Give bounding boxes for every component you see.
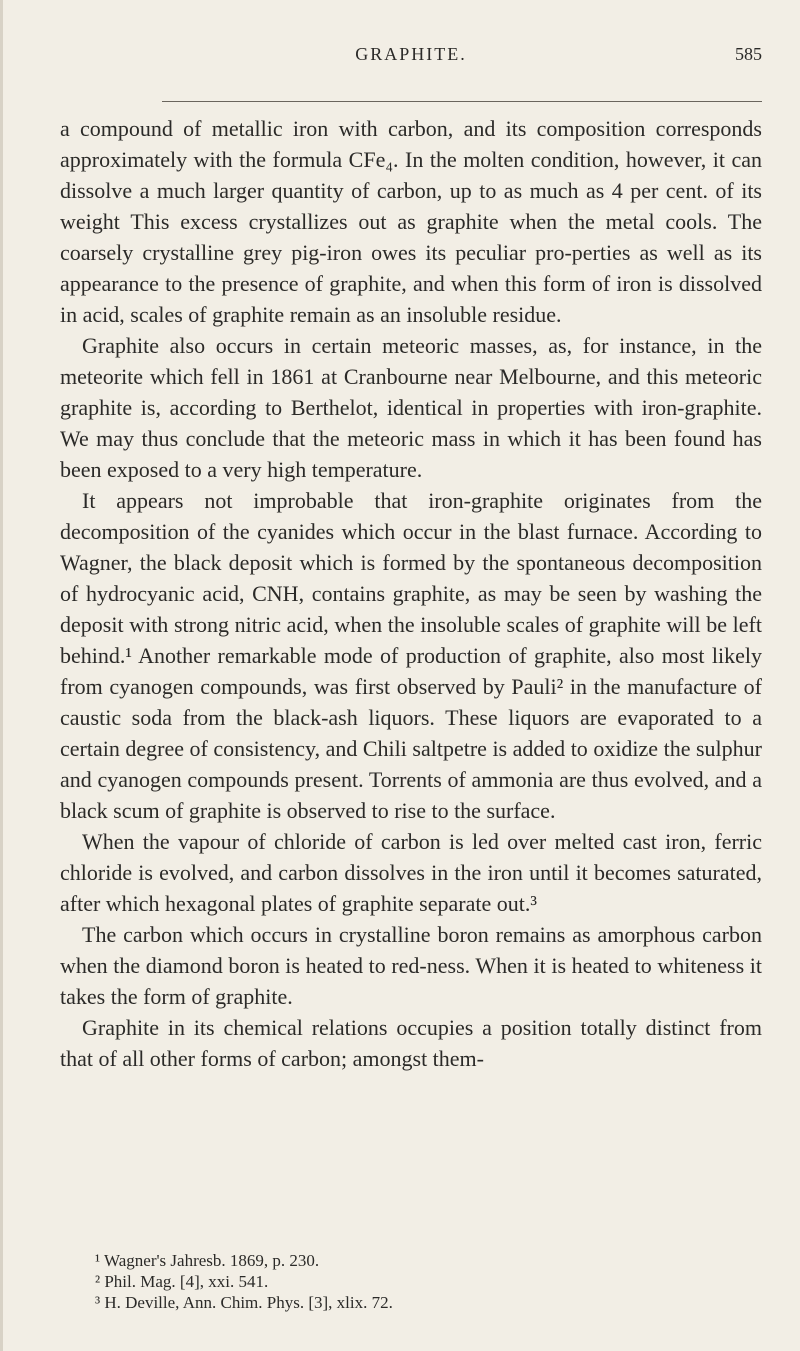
paragraph: When the vapour of chloride of carbon is led over melted cast iron, ferric chloride is evolved, and carbon dissolves in the iron until it becomes saturated, after which hexagonal plates of graphite separate out.³ bbox=[60, 829, 762, 916]
page-header bbox=[60, 44, 762, 74]
paragraph: Graphite in its chemical relations occupies a position totally distinct from that of all other forms of carbon; amongst them- bbox=[60, 1015, 762, 1071]
paragraph: The carbon which occurs in crystalline boron remains as amorphous carbon when the diamond boron is heated to red-ness. When it is heated to whiteness it takes the form of graphite. bbox=[60, 922, 762, 1009]
body-text bbox=[60, 113, 762, 1074]
page-edge-shadow bbox=[0, 0, 3, 1351]
footnote: ³ H. Deville, Ann. Chim. Phys. [3], xlix. 72. bbox=[95, 1293, 393, 1312]
paragraph: It appears not improbable that iron-graphite originates from the decomposition of the cyanides which occur in the blast furnace. According to Wagner, the black deposit which is formed by the spontaneous decomposition of hydrocyanic acid, CNH, contains graphite, as may be seen by washing the deposit with strong nitric acid, when the insoluble scales of graphite will be left behind.¹ Another remarkable mode of production of graphite, also most likely from cyanogen compounds, was first observed by Pauli² in the manufacture of caustic soda from the black-ash liquors. These liquors are evaporated to a certain degree of consistency, and Chili saltpetre is added to oxidize the sulphur and cyanogen compounds present. Torrents of ammonia are thus evolved, and a black scum of graphite is observed to rise to the surface. bbox=[60, 488, 762, 823]
paragraph: a compound of metallic iron with carbon, and its composition corresponds approximately with the formula CFe₄. In the molten condition, however, it can dissolve a much larger quantity of carbon, up to as much as 4 per cent. of its weight This excess crystallizes out as graphite when the metal cools. The coarsely crystalline grey pig-iron owes its peculiar pro-perties as well as its appearance to the presence of graphite, and when this form of iron is dissolved in acid, scales of graphite remain as an insoluble residue. bbox=[60, 116, 762, 327]
header-rule bbox=[162, 101, 762, 102]
paragraph: Graphite also occurs in certain meteoric masses, as, for instance, in the meteorite which fell in 1861 at Cranbourne near Melbourne, and this meteoric graphite is, according to Berthelot, identical in properties with iron-graphite. We may thus conclude that the meteoric mass in which it has been found has been exposed to a very high temperature. bbox=[60, 333, 762, 482]
footnotes bbox=[60, 1250, 762, 1313]
footnote: ¹ Wagner's Jahresb. 1869, p. 230. bbox=[95, 1251, 320, 1270]
running-title: GRAPHITE. bbox=[355, 44, 467, 64]
footnote: ² Phil. Mag. [4], xxi. 541. bbox=[95, 1272, 269, 1291]
page-number: 585 bbox=[735, 44, 762, 64]
